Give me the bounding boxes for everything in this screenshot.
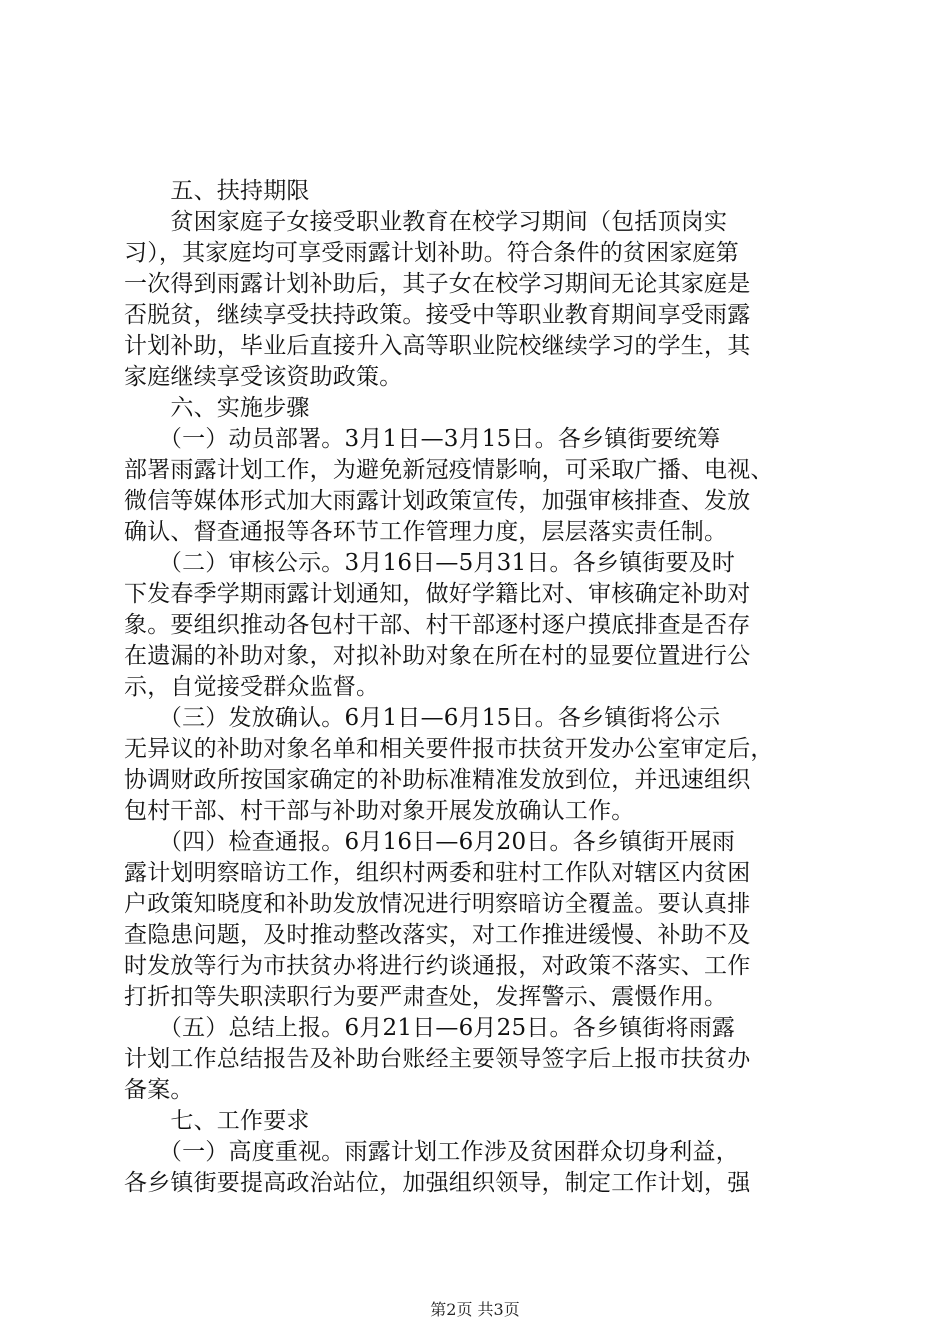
text-line: （一）高度重视。雨露计划工作涉及贫困群众切身利益，: [124, 1139, 739, 1165]
text-line: 计划补助，毕业后直接升入高等职业院校继续学习的学生，其: [124, 333, 751, 359]
text-line: 微信等媒体形式加大雨露计划政策宣传，加强审核排查、发放: [124, 488, 751, 514]
text-line: 在遗漏的补助对象，对拟补助对象在所在村的显要位置进行公: [124, 643, 751, 669]
text-line: 六、实施步骤: [124, 395, 310, 421]
text-line: 象。要组织推动各包村干部、村干部逐村逐户摸底排查是否存: [124, 612, 751, 638]
text-line: 七、工作要求: [124, 1108, 310, 1134]
text-line: 确认、督查通报等各环节工作管理力度，层层落实责任制。: [124, 519, 728, 545]
text-line: 各乡镇街要提高政治站位，加强组织领导，制定工作计划，强: [124, 1170, 751, 1196]
text-line: 习），其家庭均可享受雨露计划补助。符合条件的贫困家庭第: [124, 240, 739, 266]
text-line: 五、扶持期限: [124, 178, 310, 204]
page-number-label: 第2页 共3页: [430, 1300, 520, 1319]
text-line: 露计划明察暗访工作，组织村两委和驻村工作队对辖区内贫困: [124, 860, 751, 886]
text-line: （五）总结上报。6月21日—6月25日。各乡镇街将雨露: [124, 1015, 736, 1041]
text-line: 一次得到雨露计划补助后，其子女在校学习期间无论其家庭是: [124, 271, 751, 297]
text-line: 户政策知晓度和补助发放情况进行明察暗访全覆盖。要认真排: [124, 891, 751, 917]
text-line: （四）检查通报。6月16日—6月20日。各乡镇街开展雨: [124, 829, 736, 855]
text-line: 家庭继续享受该资助政策。: [124, 364, 403, 390]
text-line: （三）发放确认。6月1日—6月15日。各乡镇街将公示: [124, 705, 721, 731]
text-line: 无异议的补助对象名单和相关要件报市扶贫开发办公室审定后，: [124, 736, 774, 762]
text-line: 计划工作总结报告及补助台账经主要领导签字后上报市扶贫办: [124, 1046, 751, 1072]
text-line: 时发放等行为市扶贫办将进行约谈通报，对政策不落实、工作: [124, 953, 751, 979]
text-line: 查隐患问题，及时推动整改落实，对工作推进缓慢、补助不及: [124, 922, 751, 948]
text-line: 示，自觉接受群众监督。: [124, 674, 380, 700]
text-line: 包村干部、村干部与补助对象开展发放确认工作。: [124, 798, 635, 824]
text-line: （二）审核公示。3月16日—5月31日。各乡镇街要及时: [124, 550, 736, 576]
text-line: 贫困家庭子女接受职业教育在校学习期间（包括顶岗实: [124, 209, 728, 235]
page-footer: [0, 1300, 950, 1320]
text-line: 部署雨露计划工作，为避免新冠疫情影响，可采取广播、电视、: [124, 457, 774, 483]
text-line: 备案。: [124, 1077, 194, 1103]
text-line: 下发春季学期雨露计划通知，做好学籍比对、审核确定补助对: [124, 581, 751, 607]
text-line: 否脱贫，继续享受扶持政策。接受中等职业教育期间享受雨露: [124, 302, 751, 328]
text-line: （一）动员部署。3月1日—3月15日。各乡镇街要统筹: [124, 426, 721, 452]
text-line: 协调财政所按国家确定的补助标准精准发放到位，并迅速组织: [124, 767, 751, 793]
text-line: 打折扣等失职渎职行为要严肃查处，发挥警示、震慑作用。: [124, 984, 728, 1010]
document-body: [124, 176, 844, 1199]
